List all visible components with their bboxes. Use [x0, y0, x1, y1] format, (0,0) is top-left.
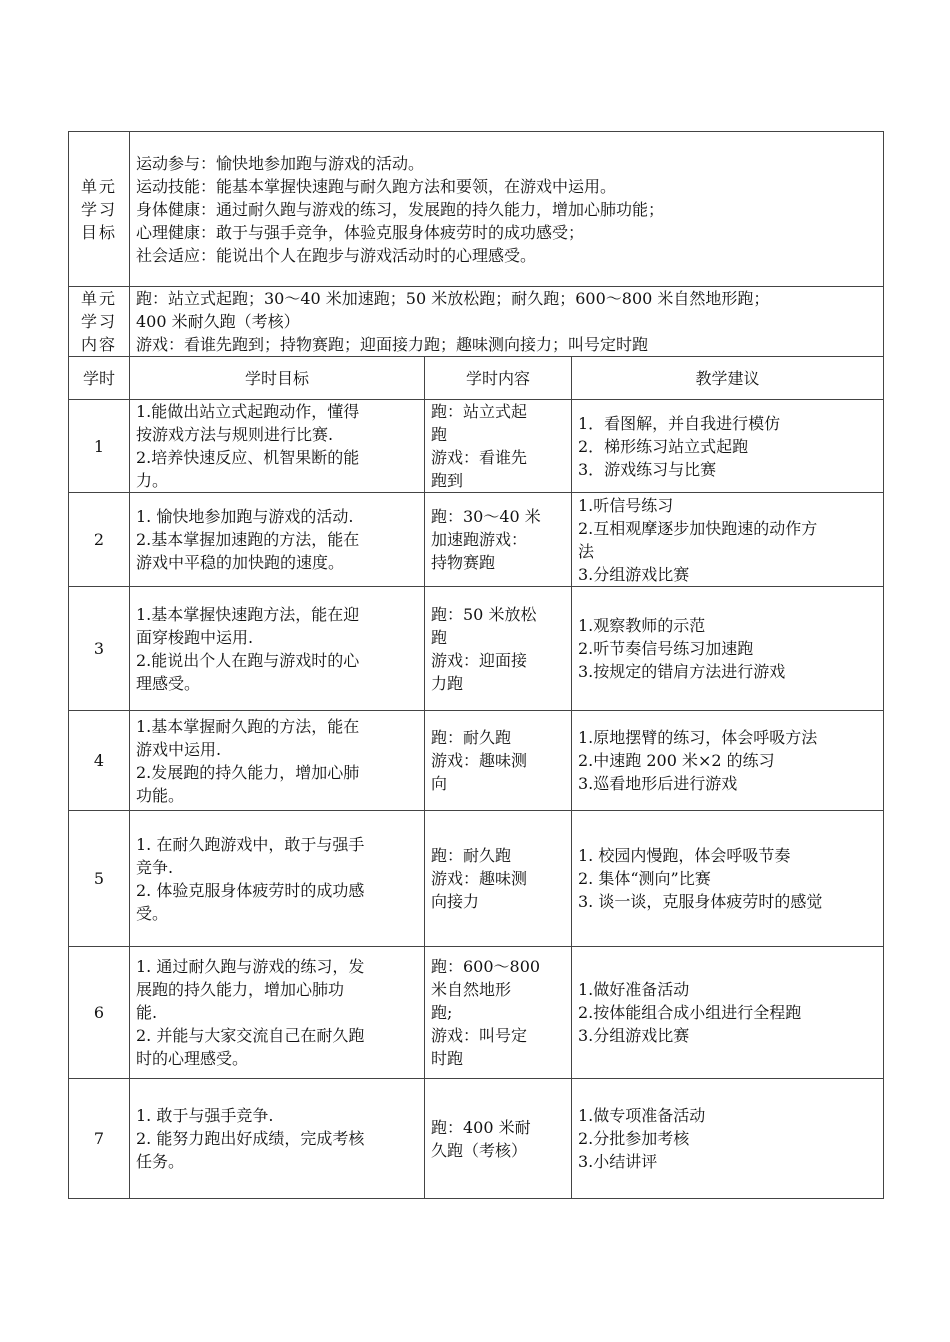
lesson-goals: 1.基本掌握快速跑方法，能在迎 面穿梭跑中运用. 2.能说出个人在跑与游戏时的心 理感受。: [130, 587, 425, 711]
lesson-goals: 1.能做出站立式起跑动作，懂得 按游戏方法与规则进行比赛. 2.培养快速反应、机智果断的能 力。: [130, 400, 425, 493]
lesson-content: 跑：站立式起 跑 游戏：看谁先 跑到: [425, 400, 572, 493]
header-lesson-num: 学时: [69, 357, 130, 400]
lesson-content: 跑：400 米耐 久跑（考核）: [425, 1079, 572, 1199]
lesson-goals: 1. 通过耐久跑与游戏的练习，发 展跑的持久能力，增加心肺功 能. 2. 并能与大家交流自己在耐久跑 时的心理感受。: [130, 947, 425, 1079]
header-row: [69, 357, 884, 400]
lesson-number: 7: [69, 1079, 130, 1199]
unit-goals-text: 运动参与：愉快地参加跑与游戏的活动。 运动技能：能基本掌握快速跑与耐久跑方法和要领，在游戏中运用。 身体健康：通过耐久跑与游戏的练习，发展跑的持久能力，增加心肺功能； 心理健康：敢于与强手竞争，体验克服身体疲劳时的成功感受； 社会适应：能说出个人在跑步与游戏活动时的心理感受。: [130, 132, 884, 287]
lesson-content: 跑：600～800 米自然地形 跑; 游戏：叫号定 时跑: [425, 947, 572, 1079]
lesson-row: [69, 711, 884, 811]
teaching-advice: 1. 校园内慢跑，体会呼吸节奏 2. 集体“测向”比赛 3. 谈一谈，克服身体疲劳时的感觉: [572, 811, 884, 947]
teaching-advice: 1.做专项准备活动 2.分批参加考核 3.小结讲评: [572, 1079, 884, 1199]
teaching-advice: 1.观察教师的示范 2.听节奏信号练习加速跑 3.按规定的错肩方法进行游戏: [572, 587, 884, 711]
lesson-number: 6: [69, 947, 130, 1079]
lesson-number: 2: [69, 493, 130, 587]
lesson-content: 跑：30～40 米 加速跑游戏： 持物赛跑: [425, 493, 572, 587]
lesson-content: 跑：耐久跑 游戏：趣味测 向接力: [425, 811, 572, 947]
lesson-goals: 1. 敢于与强手竞争. 2. 能努力跑出好成绩，完成考核 任务。: [130, 1079, 425, 1199]
lesson-row: [69, 400, 884, 493]
lesson-row: [69, 811, 884, 947]
lesson-number: 3: [69, 587, 130, 711]
lesson-number: 5: [69, 811, 130, 947]
lesson-row: [69, 587, 884, 711]
lesson-number: 1: [69, 400, 130, 493]
lesson-goals: 1. 在耐久跑游戏中，敢于与强手 竞争. 2. 体验克服身体疲劳时的成功感 受。: [130, 811, 425, 947]
teaching-advice: 1．看图解，并自我进行模仿 2．梯形练习站立式起跑 3．游戏练习与比赛: [572, 400, 884, 493]
unit-content-label: 单元 学习 内容: [69, 287, 130, 357]
unit-goals-row: [69, 132, 884, 287]
lesson-number: 4: [69, 711, 130, 811]
teaching-advice: 1.做好准备活动 2.按体能组合成小组进行全程跑 3.分组游戏比赛: [572, 947, 884, 1079]
lesson-row: [69, 947, 884, 1079]
lesson-plan-table: [68, 131, 884, 1199]
lesson-content: 跑：耐久跑 游戏：趣味测 向: [425, 711, 572, 811]
teaching-advice: 1.原地摆臂的练习，体会呼吸方法 2.中速跑 200 米×2 的练习 3.巡看地形后进行游戏: [572, 711, 884, 811]
teaching-advice: 1.听信号练习 2.互相观摩逐步加快跑速的动作方 法 3.分组游戏比赛: [572, 493, 884, 587]
unit-content-text: 跑：站立式起跑；30～40 米加速跑；50 米放松跑；耐久跑；600～800 米自然地形跑； 400 米耐久跑（考核） 游戏：看谁先跑到；持物赛跑；迎面接力跑；趣味测向接力；叫号定时跑: [130, 287, 884, 357]
header-lesson-goals: 学时目标: [130, 357, 425, 400]
header-teaching-advice: 教学建议: [572, 357, 884, 400]
lesson-content: 跑：50 米放松 跑 游戏：迎面接 力跑: [425, 587, 572, 711]
header-lesson-content: 学时内容: [425, 357, 572, 400]
lesson-goals: 1. 愉快地参加跑与游戏的活动. 2.基本掌握加速跑的方法，能在 游戏中平稳的加快跑的速度。: [130, 493, 425, 587]
unit-goals-label: 单元 学习 目标: [69, 132, 130, 287]
lesson-row: [69, 493, 884, 587]
unit-content-row: [69, 287, 884, 357]
lesson-row: [69, 1079, 884, 1199]
lesson-goals: 1.基本掌握耐久跑的方法，能在 游戏中运用. 2.发展跑的持久能力，增加心肺 功能。: [130, 711, 425, 811]
